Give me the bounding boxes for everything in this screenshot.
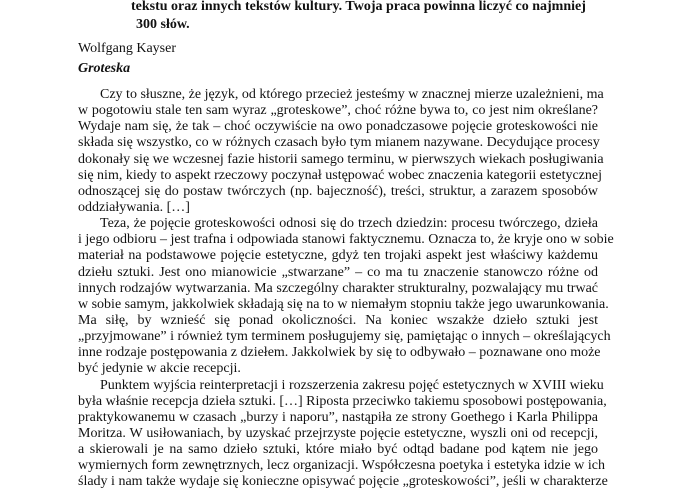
text-line: ślady i nam także wydaje się konieczne opisywać pojęcie „groteskowości”, jeśli w charakterze [78,474,608,490]
source-author: Wolfgang Kayser [78,41,177,56]
text-line: w pogotowiu stale ten sam wyraz „groteskowe”, choć różne bywa to, co jest nim określane? [78,103,598,119]
text-line: i jego odbioru – jest trafna i odpowiada stanowi faktycznemu. Oznacza to, że kryje ono w sobie [78,232,614,248]
quoted-text [78,87,614,491]
text-line: Moritza. W usiłowaniach, by uzyskać przejrzyste pojęcie estetyczne, wyszli oni od recepcji, [78,425,598,441]
text-line: innych rodzajów wytwarzania. Ma szczególny charakter strukturalny, pozwalający mu trwać [78,280,598,296]
text-line: dziełu sztuki. Jest ono mianowicie „stwarzane” – co ma tu znaczenie stanowczo różne od [78,264,598,280]
text-line: „przyjmowane” i również tym terminem posługujemy się, pamiętając o innych – określających [78,329,611,345]
text-line: w sobie samym, jakkolwiek składają się na to w niemałym stopniu także jego uwarunkowania. [78,296,609,312]
text-line: składa się wszystko, co w różnych czasach było tym mianem nazywane. Decydujące procesy [78,135,600,151]
text-line: materiał na podstawowe pojęcie estetyczne, gdyż ten trojaki aspekt jest właściwy każdemu [78,248,598,264]
text-line: odnoszącej się do postaw twórczych (np. bajeczność), treści, struktur, a zarazem sposobów [78,183,598,199]
text-line: a skierowali je na samo dzieło sztuki, które miało być odtąd badane pod kątem nie jego [78,442,598,458]
instruction-line-2: 300 słów. [136,17,190,32]
text-line: oddziaływania. […] [78,199,190,215]
source-title: Groteska [78,61,131,76]
text-line: Punktem wyjścia reinterpretacji i rozszerzenia zakresu pojęć estetycznych w XVIII wieku [100,377,604,393]
text-line: Wydaje nam się, że tak – choć oczywiście na owo ponadczasowe pojęcie groteskowości nie [78,119,598,135]
text-line: wymiernych form zewnętrznych, lecz organizacji. Współczesna poetyka i estetyka idzie w ich [78,458,605,474]
text-line: się nim, kiedy to aspekt rzeczowy poczynał ustępować wobec znaczenia kategorii estetycznej [78,167,602,183]
instruction-line-1: tekstu oraz innych tekstów kultury. Twoja praca powinna liczyć co najmniej [131,0,586,14]
text-line: była właśnie recepcja dzieła sztuki. […] Riposta przeciwko takiemu sposobowi postępowania, [78,393,607,409]
text-line: dokonały się we wczesnej fazie historii samego terminu, w pierwszych wiekach posługiwania [78,151,604,167]
text-line: być jedynie w akcie recepcji. [78,361,241,377]
text-line: Czy to słuszne, że język, od którego przecież jesteśmy w znacznej mierze uzależnieni, ma [100,87,604,102]
text-line: praktykowanemu w czasach „burzy i naporu”, nastąpiła ze strony Goethego i Karla Philippa [78,409,598,425]
text-line: Teza, że pojęcie groteskowości odnosi się do trzech dziedzin: procesu twórczego, dzieła [100,216,598,232]
text-line: Ma siłę, by wznieść się ponad okoliczności. Na koniec wszakże dzieło sztuki jest [78,312,598,328]
text-line: inne rodzaje postępowania z dziełem. Jakkolwiek by się to odbywało – poznawane ono może [78,345,601,361]
